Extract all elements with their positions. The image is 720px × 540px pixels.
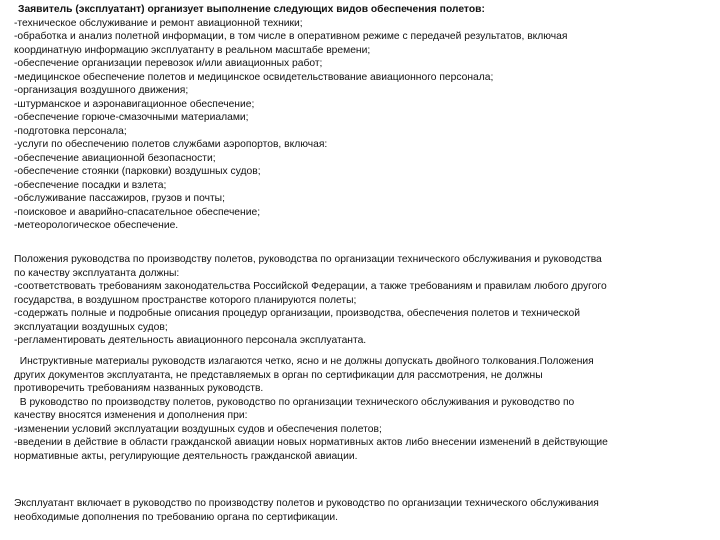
list-item: -медицинское обеспечение полетов и медицинское освидетельствование авиационного персонала; xyxy=(14,71,494,83)
section-flight-support-types xyxy=(14,3,710,233)
list-item: -обеспечение стоянки (парковки) воздушных судов; xyxy=(14,166,261,177)
list-item: -техническое обслуживание и ремонт авиационной техники; xyxy=(14,17,303,29)
list-item: -организация воздушного движения; xyxy=(14,85,189,96)
list-item: -метеорологическое обеспечение. xyxy=(14,220,179,231)
list-item: -обеспечение посадки и взлета; xyxy=(14,179,167,191)
paragraph-line: по качеству эксплуатанта должны: xyxy=(14,267,180,279)
paragraph-line: необходимые дополнения по требованию органа по сертификации. xyxy=(14,511,339,523)
paragraph-line: Положения руководства по производству полетов, руководства по организации технического обслуживания и руководства xyxy=(14,254,602,265)
paragraph-line: противоречить требованиям названных руководств. xyxy=(14,383,264,394)
list-item: -штурманское и аэронавигационное обеспечение; xyxy=(14,98,255,110)
section-instructional-materials xyxy=(14,355,710,463)
section-operator-additions xyxy=(14,497,710,524)
paragraph-line: эксплуатации воздушных судов; xyxy=(14,321,168,333)
list-item: -обработка и анализ полетной информации, в том числе в оперативном режиме с передачей результатов, включая xyxy=(14,31,568,42)
list-item: -обслуживание пассажиров, грузов и почты; xyxy=(14,193,225,204)
list-item: -подготовка персонала; xyxy=(14,125,127,137)
paragraph-line: -изменении условий эксплуатации воздушных судов и обеспечения полетов; xyxy=(14,423,382,435)
paragraph-line: Эксплуатант включает в руководство по производству полетов и руководство по организации технического обслуживания xyxy=(14,498,599,509)
paragraph-line: государства, в воздушном пространстве которого планируются полеты; xyxy=(14,294,357,306)
paragraph-line: -введении в действие в области гражданской авиации новых нормативных актов либо внесении изменений в действующие xyxy=(14,437,608,448)
section-heading: Заявитель (эксплуатант) организует выполнение следующих видов обеспечения полетов: xyxy=(18,4,485,15)
paragraph-line: -соответствовать требованиям законодательства Российской Федерации, а также требованиям и правилам любого другого xyxy=(14,281,607,292)
section-manual-provisions xyxy=(14,253,710,348)
list-item: -обеспечение авиационной безопасности; xyxy=(14,152,216,164)
paragraph-line: качеству вносятся изменения и дополнения при: xyxy=(14,410,248,421)
paragraph-line: Инструктивные материалы руководств излагаются четко, ясно и не должны допускать двойного толкования.Положения xyxy=(14,356,594,367)
list-item: -поисковое и аварийно-спасательное обеспечение; xyxy=(14,206,261,218)
list-item: -обеспечение организации перевозок и/или авиационных работ; xyxy=(14,58,323,69)
list-item: -обеспечение горюче-смазочными материалами; xyxy=(14,112,249,123)
list-item: координатную информацию эксплуатанту в реальном масштабе времени; xyxy=(14,44,371,56)
paragraph-line: -содержать полные и подробные описания процедур организации, производства, обеспечения полетов и технической xyxy=(14,308,581,319)
paragraph-line: нормативные акты, регулирующие деятельность гражданской авиации. xyxy=(14,450,358,462)
paragraph-line: В руководство по производству полетов, руководство по организации технического обслуживания и руководство по xyxy=(14,396,575,408)
list-item: -услуги по обеспечению полетов службами аэропортов, включая: xyxy=(14,139,328,150)
paragraph-line: -регламентировать деятельность авиационного персонала эксплуатанта. xyxy=(14,335,367,346)
paragraph-line: других документов эксплуатанта, не представляемых в орган по сертификации для рассмотрения, не должны xyxy=(14,369,543,381)
